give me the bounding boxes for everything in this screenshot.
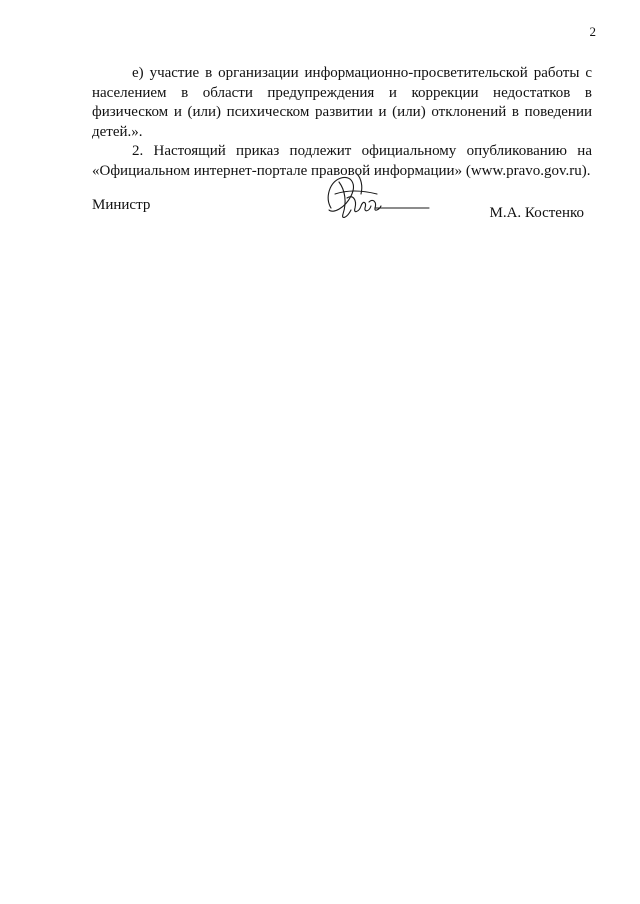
paragraph-item-e: е) участие в организации информационно-просветительской работы с населением в области предупреждения и коррекции недостатков в физическом и (или) психическом развитии и (или) отклонений в поведении детей.».: [92, 65, 592, 140]
signer-name: М.А. Костенко: [489, 205, 584, 221]
paragraph-item-2: 2. Настоящий приказ подлежит официальному опубликованию на «Официальном интернет-портале правовой информации» (www.pravo.gov.ru).: [92, 143, 592, 179]
handwritten-signature: [317, 168, 437, 228]
document-body: [92, 64, 592, 181]
signature-block: [92, 168, 592, 238]
signer-title: Министр: [92, 197, 151, 213]
page-number: 2: [589, 24, 596, 39]
